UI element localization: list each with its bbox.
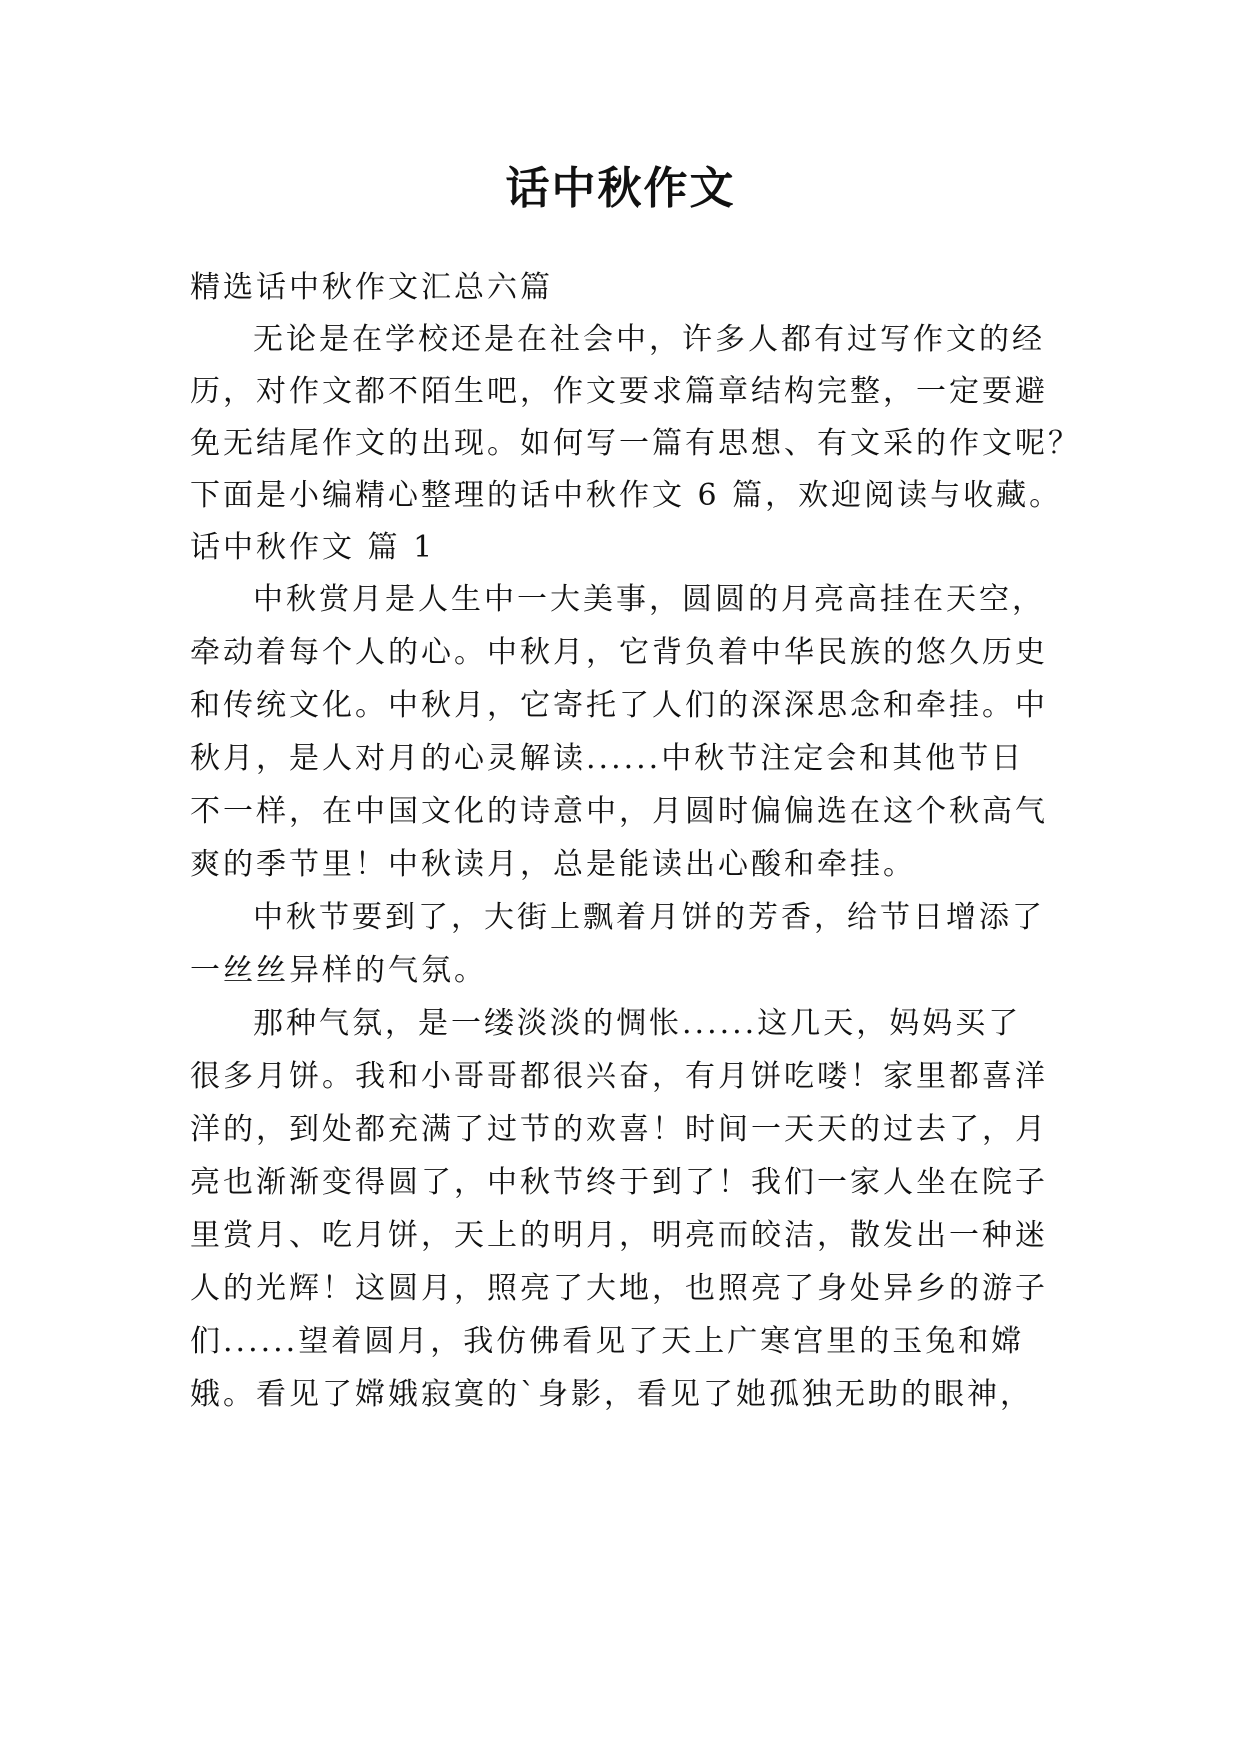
body-line: 娥。看见了嫦娥寂寞的`身影，看见了她孤独无助的眼神，: [190, 1377, 1033, 1412]
body-line: 中秋节要到了，大街上飘着月饼的芳香，给节日增添了: [253, 900, 1045, 935]
body-line: 人的光辉！这圆月，照亮了大地，也照亮了身处异乡的游子: [190, 1271, 1048, 1306]
body-line: 免无结尾作文的出现。如何写一篇有思想、有文采的作文呢？: [190, 426, 1081, 461]
body-line: 们......望着圆月，我仿佛看见了天上广寒宫里的玉兔和嫦: [190, 1324, 1025, 1359]
body-line: 一丝丝异样的气氛。: [190, 953, 487, 988]
body-line: 洋的，到处都充满了过节的欢喜！时间一天天的过去了，月: [190, 1112, 1048, 1147]
subtitle-line: 精选话中秋作文汇总六篇: [190, 270, 553, 305]
section-heading: 话中秋作文 篇 1: [190, 530, 436, 565]
body-line: 牵动着每个人的心。中秋月，它背负着中华民族的悠久历史: [190, 635, 1048, 670]
body-line: 秋月，是人对月的心灵解读......中秋节注定会和其他节日: [190, 741, 1025, 776]
document-title: 话中秋作文: [505, 163, 736, 214]
body-line: 那种气氛，是一缕淡淡的惆怅......这几天，妈妈买了: [253, 1006, 1022, 1041]
body-line: 无论是在学校还是在社会中，许多人都有过写作文的经: [253, 322, 1045, 357]
body-line: 很多月饼。我和小哥哥都很兴奋，有月饼吃喽！家里都喜洋: [190, 1059, 1048, 1094]
body-line: 不一样，在中国文化的诗意中，月圆时偏偏选在这个秋高气: [190, 794, 1048, 829]
body-line: 爽的季节里！中秋读月，总是能读出心酸和牵挂。: [190, 847, 916, 882]
body-line: 里赏月、吃月饼，天上的明月，明亮而皎洁，散发出一种迷: [190, 1218, 1048, 1253]
body-line: 和传统文化。中秋月，它寄托了人们的深深思念和牵挂。中: [190, 688, 1048, 723]
body-line: 历，对作文都不陌生吧，作文要求篇章结构完整，一定要避: [190, 374, 1048, 409]
body-line: 中秋赏月是人生中一大美事，圆圆的月亮高挂在天空，: [253, 582, 1045, 617]
body-line: 亮也渐渐变得圆了，中秋节终于到了！我们一家人坐在院子: [190, 1165, 1048, 1200]
body-line: 下面是小编精心整理的话中秋作文 6 篇，欢迎阅读与收藏。: [190, 478, 1063, 513]
